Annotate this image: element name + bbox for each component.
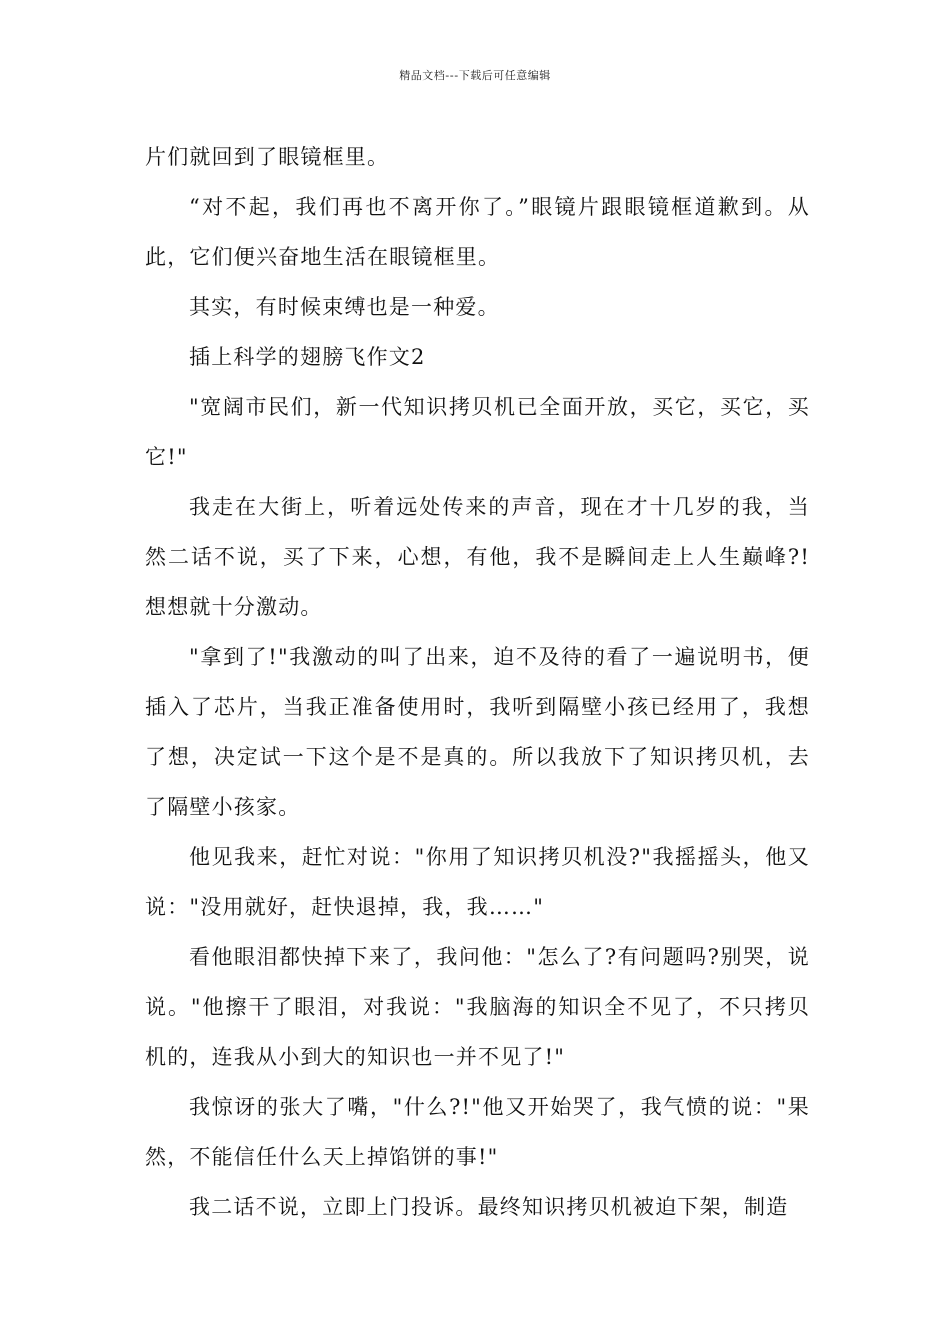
paragraph: 他见我来，赶忙对说："你用了知识拷贝机没?"我摇摇头，他又说："没用就好，赶快退掉，我，我……": [145, 845, 810, 919]
paragraph: 我二话不说，立即上门投诉。最终知识拷贝机被迫下架，制造: [189, 1195, 789, 1219]
paragraph: “对不起，我们再也不离开你了。”眼镜片跟眼镜框道歉到。从此，它们便兴奋地生活在眼镜框里。: [145, 195, 810, 269]
paragraph: 我惊讶的张大了嘴，"什么?!"他又开始哭了，我气愤的说："果然，不能信任什么天上掉馅饼的事!": [145, 1095, 810, 1169]
document-body: [145, 132, 810, 1232]
paragraph: 我走在大街上，听着远处传来的声音，现在才十几岁的我，当然二话不说，买了下来，心想，有他，我不是瞬间走上人生巅峰?!想想就十分激动。: [145, 495, 810, 619]
paragraph: "拿到了!"我激动的叫了出来，迫不及待的看了一遍说明书，便插入了芯片，当我正准备使用时，我听到隔壁小孩已经用了，我想了想，决定试一下这个是不是真的。所以我放下了知识拷贝机，去了隔壁小孩家。: [145, 645, 810, 819]
section-title: 插上科学的翅膀飞作文2: [189, 345, 426, 369]
paragraph: 片们就回到了眼镜框里。: [145, 145, 390, 169]
paragraph: 看他眼泪都快掉下来了，我问他："怎么了?有问题吗?别哭，说说。"他擦干了眼泪，对我说："我脑海的知识全不见了，不只拷贝机的，连我从小到大的知识也一并不见了!": [145, 945, 810, 1069]
paragraph: 其实，有时候束缚也是一种爱。: [189, 295, 500, 319]
paragraph: "宽阔市民们，新一代知识拷贝机已全面开放，买它，买它，买它!": [145, 395, 810, 469]
page-header: 精品文档---下载后可任意编辑: [399, 69, 551, 82]
